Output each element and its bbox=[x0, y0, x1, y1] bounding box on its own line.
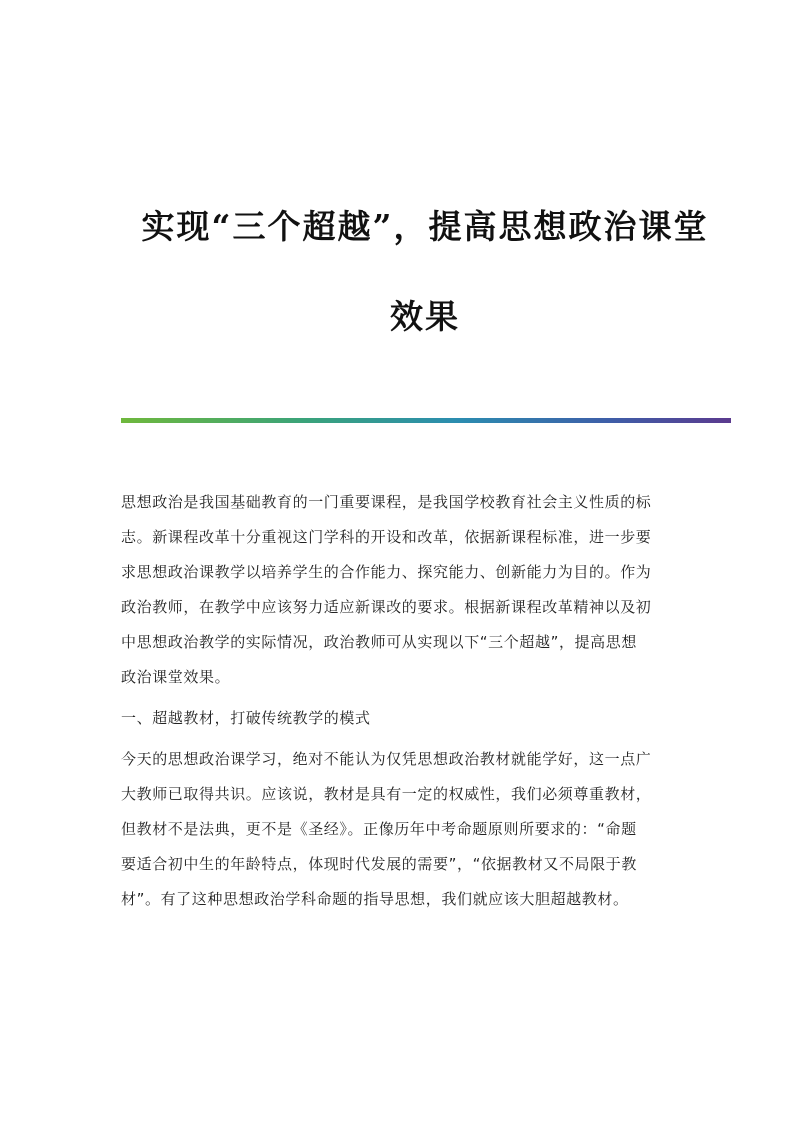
paragraph-line: 中思想政治教学的实际情况，政治教师可从实现以下“三个超越”，提高思想 bbox=[121, 633, 637, 651]
section-heading: 一、超越教材，打破传统教学的模式 bbox=[121, 709, 371, 727]
paragraph-line: 求思想政治课教学以培养学生的合作能力、探究能力、创新能力为目的。作为 bbox=[121, 563, 652, 581]
paragraph-line: 思想政治是我国基础教育的一门重要课程，是我国学校教育社会主义性质的标 bbox=[121, 493, 652, 511]
paragraph-line: 大教师已取得共识。应该说，教材是具有一定的权威性，我们必须尊重教材， bbox=[121, 785, 652, 803]
section-1-paragraph bbox=[121, 742, 681, 917]
paragraph-line: 政治教师，在教学中应该努力适应新课改的要求。根据新课程改革精神以及初 bbox=[121, 598, 652, 616]
paragraph-line: 政治课堂效果。 bbox=[121, 668, 231, 686]
paragraph-line: 今天的思想政治课学习，绝对不能认为仅凭思想政治教材就能学好，这一点广 bbox=[121, 750, 652, 768]
paragraph-line: 材”。有了这种思想政治学科命题的指导思想，我们就应该大胆超越教材。 bbox=[121, 890, 629, 908]
paragraph-line: 志。新课程改革十分重视这门学科的开设和改革，依据新课程标准，进一步要 bbox=[121, 528, 652, 546]
title-line-2: 效果 bbox=[390, 297, 460, 337]
document-body bbox=[121, 485, 681, 917]
document-title bbox=[120, 182, 730, 362]
gradient-divider bbox=[121, 418, 731, 423]
paragraph-line: 但教材不是法典，更不是《圣经》。正像历年中考命题原则所要求的：“命题 bbox=[121, 820, 637, 838]
intro-paragraph bbox=[121, 485, 681, 695]
title-line-1: 实现“三个超越”，提高思想政治课堂 bbox=[141, 207, 709, 247]
paragraph-line: 要适合初中生的年龄特点，体现时代发展的需要”，“依据教材又不局限于教 bbox=[121, 855, 637, 873]
